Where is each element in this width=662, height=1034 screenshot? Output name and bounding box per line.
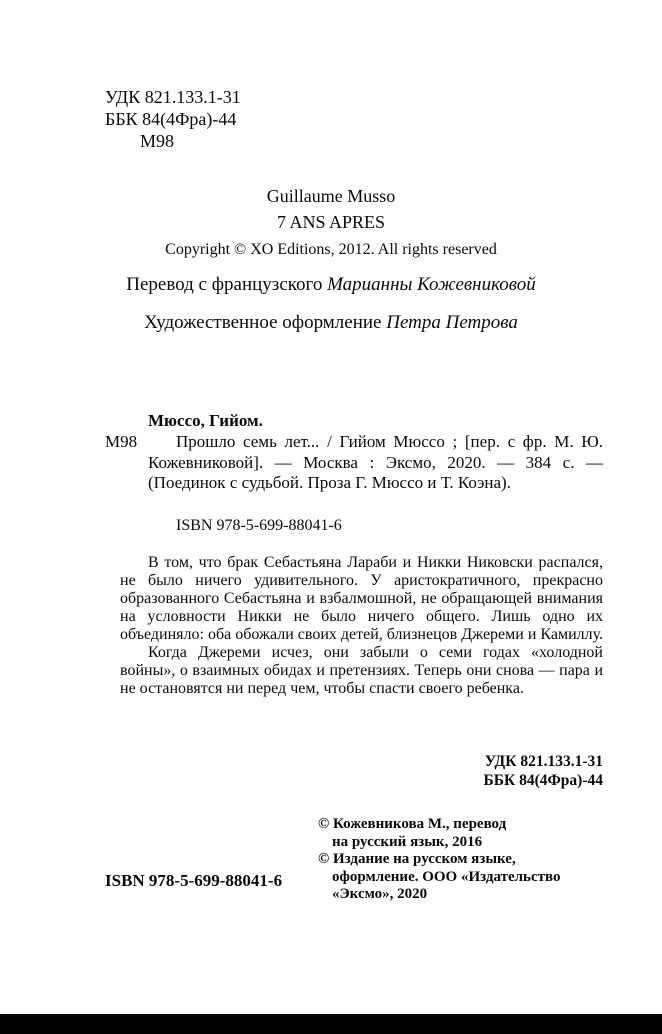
annotation-paragraph-2: Когда Джереми исчез, они забыли о семи годах «холодной войны», о взаимных обидах и претензиях. Теперь они снова — пара и не остановятся ни перед чем, чтобы спасти своего ребенка. — [120, 644, 603, 697]
design-label: Художественное оформление — [144, 312, 382, 333]
copyright-line: © Кожевникова М., перевод — [318, 816, 507, 832]
designer-name: Петра Петрова — [386, 312, 518, 333]
top-author-code: М98 — [140, 131, 175, 151]
top-cataloguing-codes — [105, 86, 241, 152]
copyright-notices — [318, 816, 561, 904]
translation-label: Перевод с французского — [126, 274, 323, 295]
original-copyright: Copyright © XO Editions, 2012. All rights reserved — [165, 241, 497, 258]
catalog-isbn: ISBN 978-5-699-88041-6 — [176, 517, 342, 534]
catalog-entry-text: Прошло семь лет... / Гийом Мюссо ; [пер. с фр. М. Ю. Кожевниковой]. — Москва : Эксмо, 2020. — 384 с. — (Поединок с судьбой. Проза Г. Мюссо и Т. Коэна). — [148, 432, 603, 492]
bottom-cataloguing-codes — [120, 753, 603, 790]
catalog-entry — [105, 432, 603, 494]
original-edition-block — [0, 186, 662, 259]
bottom-bbk: ББК 84(4Фра)-44 — [483, 771, 603, 789]
page-bottom-bar — [0, 1014, 662, 1034]
copyright-line: оформление. ООО «Издательство — [332, 868, 561, 885]
catalog-author: Мюссо, Гийом. — [148, 411, 263, 430]
copyright-line: «Эксмо», 2020 — [332, 886, 428, 902]
translator-name: Марианны Кожевниковой — [327, 274, 536, 295]
annotation-paragraph-1: В том, что брак Себастьяна Лараби и Никки Никовски распался, не было ничего удивительного. У аристократичного, прекрасно образованного Себастьяна и взбалмошной, не обращающей внимания на условности Никки не было ничего общего. Лишь одно их объединяло: оба обожали своих детей, близнецов Джереми и Камиллу. — [120, 554, 604, 643]
original-title: 7 ANS APRES — [276, 212, 386, 232]
footer-isbn: ISBN 978-5-699-88041-6 — [105, 871, 283, 890]
copyright-line: на русский язык, 2016 — [332, 833, 483, 850]
copyright-line: © Издание на русском языке, — [318, 851, 516, 867]
catalog-author-code: М98 — [105, 432, 138, 451]
translation-credit — [0, 274, 662, 296]
bottom-udk: УДК 821.133.1-31 — [484, 753, 603, 770]
top-udk: УДК 821.133.1-31 — [105, 87, 241, 107]
design-credit — [0, 312, 662, 334]
annotation-block — [120, 554, 603, 698]
original-author: Guillaume Musso — [266, 186, 396, 206]
top-bbk: ББК 84(4Фра)-44 — [105, 109, 237, 129]
